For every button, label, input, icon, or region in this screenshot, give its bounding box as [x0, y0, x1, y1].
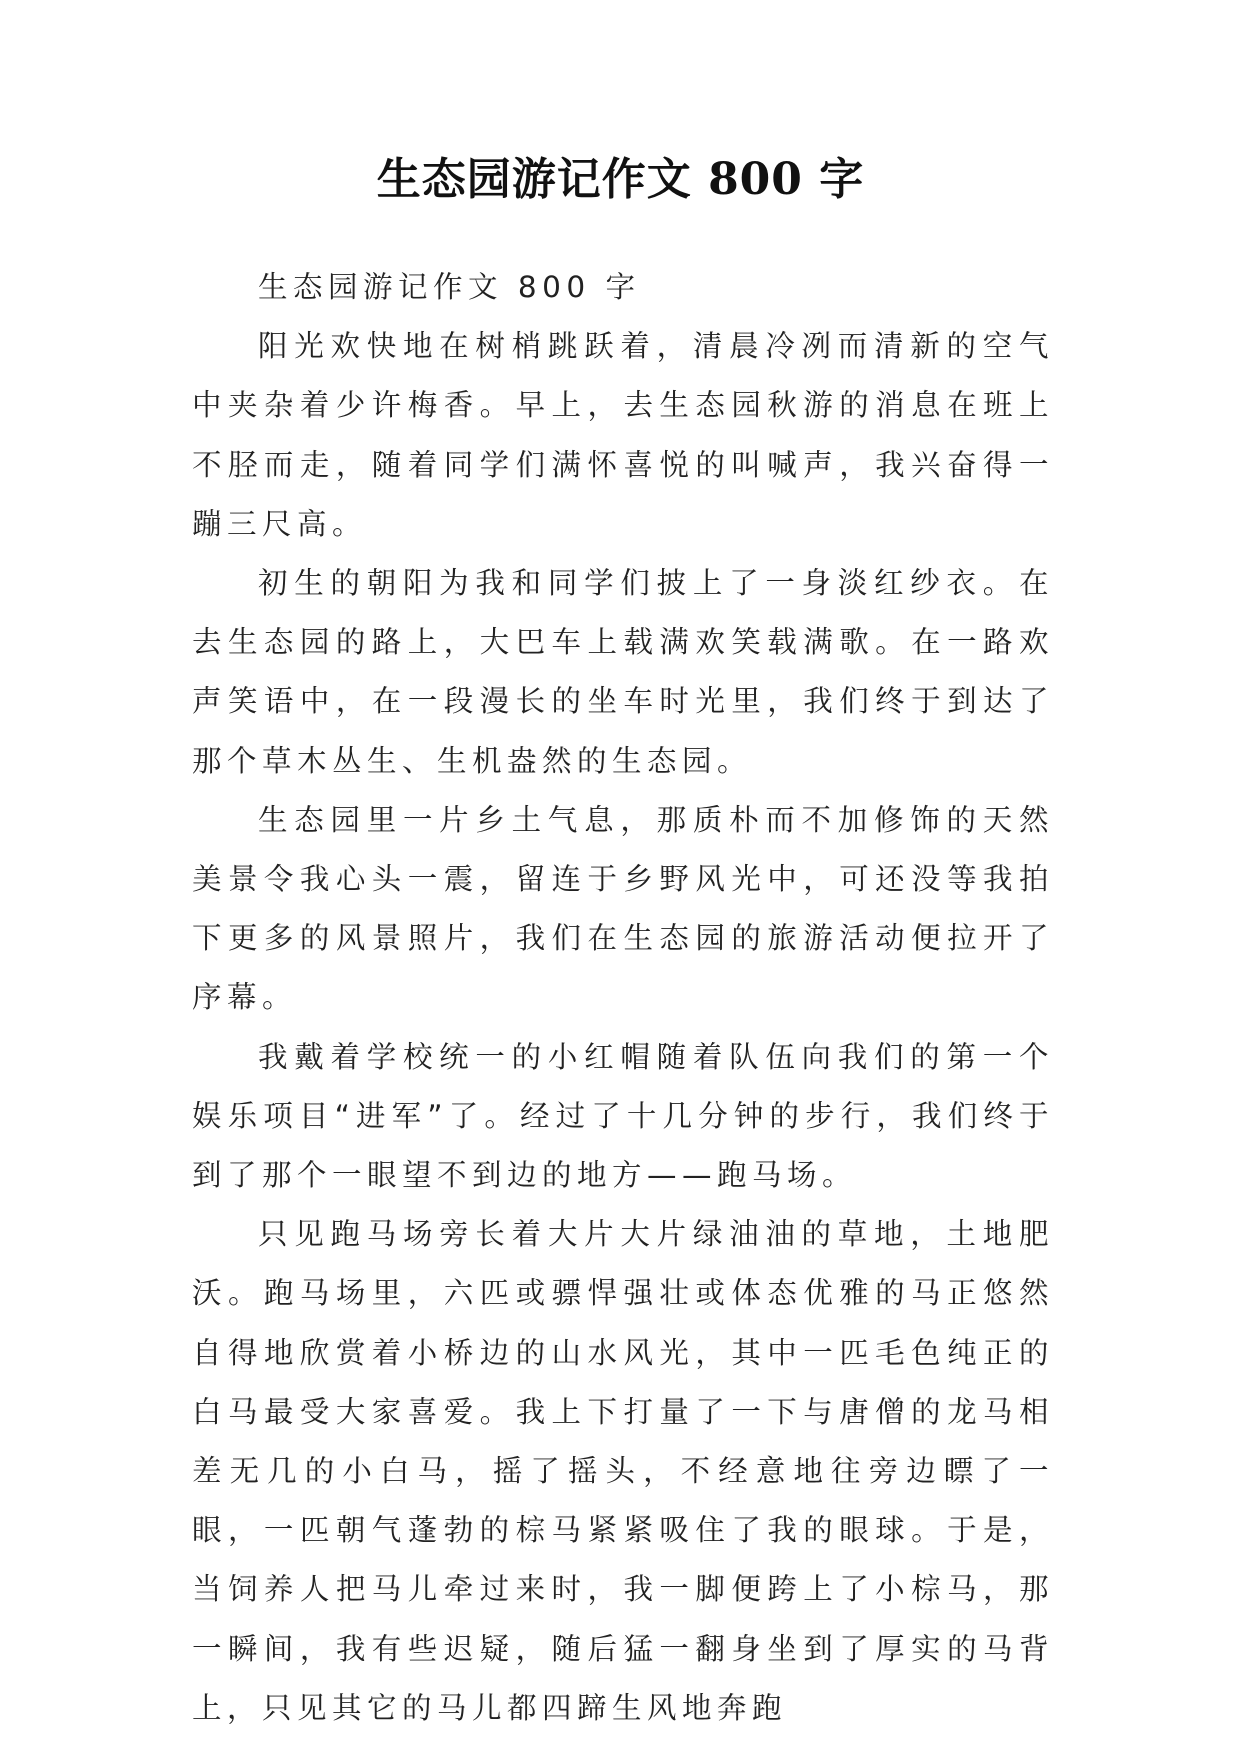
paragraph-subtitle: 生态园游记作文 800 字	[258, 270, 641, 304]
paragraph: 我戴着学校统一的小红帽随着队伍向我们的第一个娱乐项目“进军”了。经过了十几分钟的步行，我们终于到了那个一眼望不到边的地方——跑马场。	[192, 1039, 1054, 1193]
paragraph: 初生的朝阳为我和同学们披上了一身淡红纱衣。在去生态园的路上，大巴车上载满欢笑载满歌。在一路欢声笑语中，在一段漫长的坐车时光里，我们终于到达了那个草木丛生、生机盎然的生态园。	[192, 566, 1054, 778]
document-body	[192, 258, 1054, 1738]
paragraph: 只见跑马场旁长着大片大片绿油油的草地，土地肥沃。跑马场里，六匹或骠悍强壮或体态优雅的马正悠然自得地欣赏着小桥边的山水风光，其中一匹毛色纯正的白马最受大家喜爱。我上下打量了一下与唐僧的龙马相差无几的小白马，摇了摇头，不经意地往旁边瞟了一眼，一匹朝气蓬勃的棕马紧紧吸住了我的眼球。于是，当饲养人把马儿牵过来时，我一脚便跨上了小棕马，那一瞬间，我有些迟疑，随后猛一翻身坐到了厚实的马背上，只见其它的马儿都四蹄生风地奔跑	[192, 1217, 1054, 1725]
paragraph: 生态园里一片乡土气息，那质朴而不加修饰的天然美景令我心头一震，留连于乡野风光中，可还没等我拍下更多的风景照片，我们在生态园的旅游活动便拉开了序幕。	[192, 802, 1054, 1015]
document-title: 生态园游记作文 800 字	[376, 154, 865, 205]
paragraph: 阳光欢快地在树梢跳跃着，清晨冷冽而清新的空气中夹杂着少许梅香。早上，去生态园秋游的消息在班上不胫而走，随着同学们满怀喜悦的叫喊声，我兴奋得一蹦三尺高。	[192, 329, 1054, 541]
